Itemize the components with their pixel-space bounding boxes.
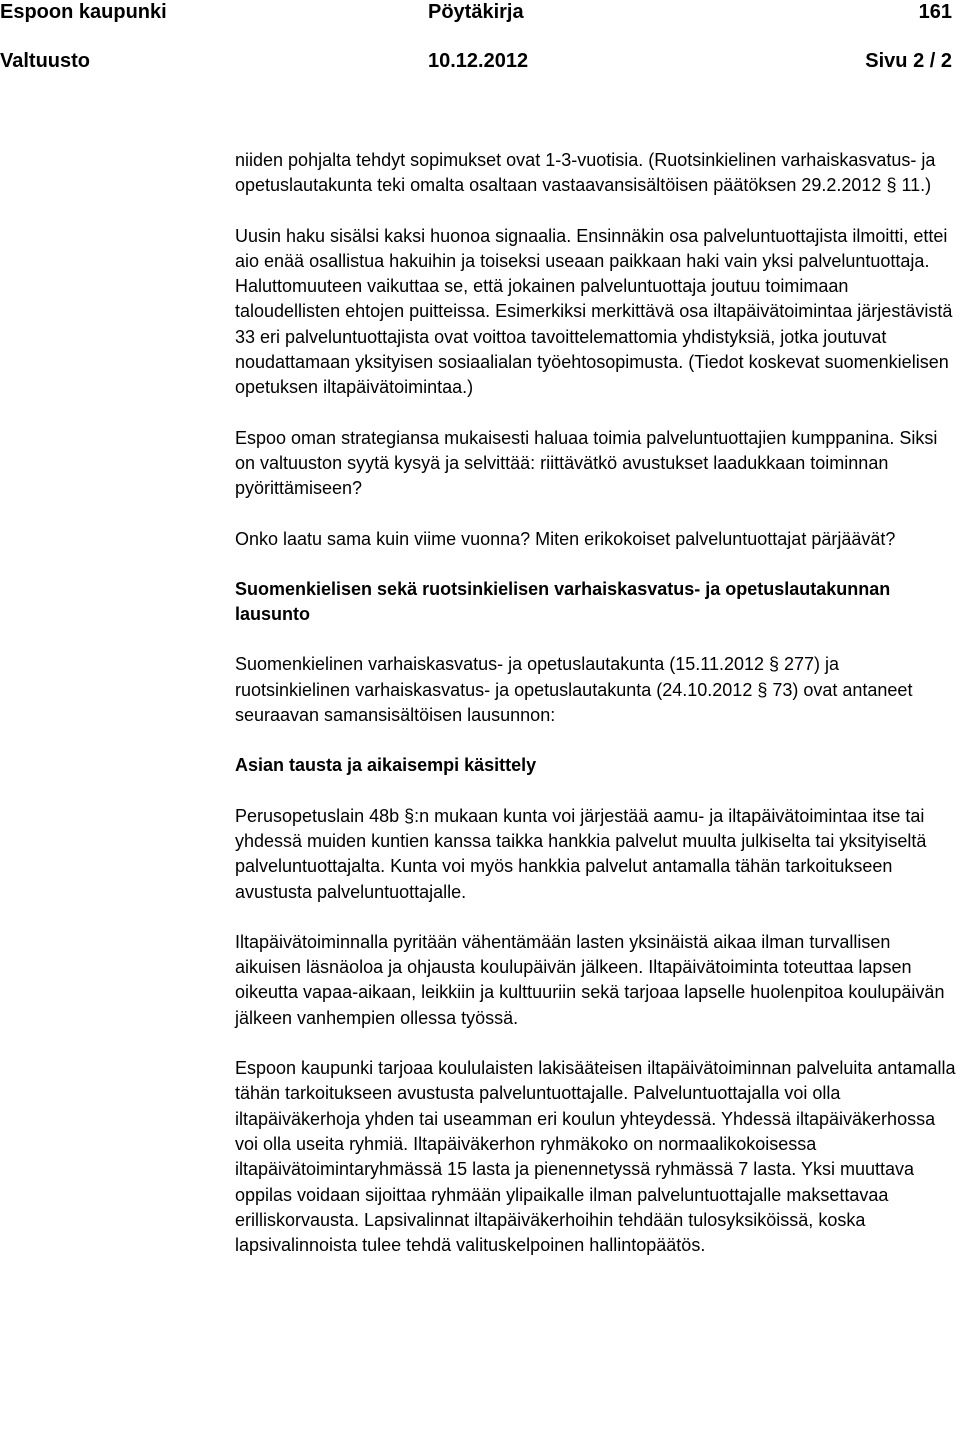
paragraph-7: Iltapäivätoiminnalla pyritään vähentämään lasten yksinäistä aikaa ilman turvallisen aikuisen läsnäoloa ja ohjausta koulupäivän jälkeen. Iltapäivätoiminta toteuttaa lapsen oikeutta vapaa-aikaan, leikkiin ja kulttuuriin sekä tarjoaa lapselle huolenpitoa koulupäivän jälkeen vanhempien ollessa työssä. [235, 931, 945, 1028]
header-org: Espoon kaupunki [0, 1, 167, 23]
document-body [235, 148, 957, 1258]
header-section-number: 161 [918, 1, 952, 23]
header-row-2 [0, 49, 960, 73]
paragraph-8: Espoon kaupunki tarjoaa koululaisten lakisääteisen iltapäivätoiminnan palveluita antamalla tähän tarkoitukseen avustusta palveluntuottajalle. Palveluntuottajalla voi olla iltapäiväkerhoja yhden tai useamman eri koulun yhteydessä. Yhdessä iltapäiväkerhossa voi olla useita ryhmiä. Iltapäiväkerhon ryhmäkoko on normaalikokoisessa iltapäivätoimintaryhmässä 15 lasta ja pienennetyssä ryhmässä 7 lasta. Yksi muuttava oppilas voidaan sijoittaa ryhmään ylipaikalle ilman palveluntuottajalle maksettavaa erilliskorvausta. Lapsivalinnat iltapäiväkerhoihin tehdään tulosyksiköissä, koska lapsivalinnoista tulee tehdä valituskelpoinen hallintopäätös. [235, 1058, 956, 1256]
paragraph-2: Uusin haku sisälsi kaksi huonoa signaalia. Ensinnäkin osa palveluntuottajista ilmoitti, ettei aio enää osallistua hakuihin ja toiseksi useaan paikkaan haki vain yksi palveluntuottaja. Haluttomuuteen vaikuttaa se, että jokainen palveluntuottaja joutuu toimimaan taloudellisten ehtojen puitteissa. Esimerkiksi merkittävä osa iltapäivätoimintaa järjestävistä 33 eri palveluntuottajista ovat voittoa tavoittelemattomia yhdistyksiä, jotka joutuvat noudattamaan yksityisen sosiaalialan työehtosopimusta. (Tiedot koskevat suomenkielisen opetuksen iltapäivätoimintaa.) [235, 225, 953, 398]
header-body: Valtuusto [0, 50, 91, 72]
header-date: 10.12.2012 [428, 50, 529, 72]
section-heading-lausunto: Suomenkielisen sekä ruotsinkielisen varhaiskasvatus- ja opetuslautakunnan lausunto [235, 578, 891, 625]
paragraph-1: niiden pohjalta tehdyt sopimukset ovat 1-3-vuotisia. (Ruotsinkielinen varhaiskasvatus- ja opetuslautakunta teki omalta osaltaan vastaavansisältöisen päätöksen 29.2.2012 § 11.) [235, 150, 936, 196]
document-header [0, 0, 960, 72]
paragraph-5: Suomenkielinen varhaiskasvatus- ja opetuslautakunta (15.11.2012 § 277) ja ruotsinkielinen varhaiskasvatus- ja opetuslautakunta (24.10.2012 § 73) ovat antaneet seuraavan samansisältöisen lausunnon: [235, 654, 913, 726]
paragraph-4: Onko laatu sama kuin viime vuonna? Miten erikokoiset palveluntuottajat pärjäävät? [235, 528, 896, 549]
header-page: Sivu 2 / 2 [865, 50, 952, 72]
paragraph-3: Espoo oman strategiansa mukaisesti haluaa toimia palveluntuottajien kumppanina. Siksi on valtuuston syytä kysyä ja selvittää: riittävätkö avustukset laadukkaan toiminnan pyörittämiseen? [235, 427, 938, 499]
paragraph-6: Perusopetuslain 48b §:n mukaan kunta voi järjestää aamu- ja iltapäivätoimintaa itse tai yhdessä muiden kuntien kanssa taikka hankkia palvelut muulta julkiselta tai yksityiseltä palveluntuottajalta. Kunta voi myös hankkia palvelut antamalla tähän tarkoitukseen avustusta palveluntuottajalle. [235, 805, 927, 902]
section-heading-tausta: Asian tausta ja aikaisempi käsittely [235, 755, 537, 776]
header-doc-type: Pöytäkirja [428, 1, 524, 23]
header-row-1 [0, 0, 960, 24]
